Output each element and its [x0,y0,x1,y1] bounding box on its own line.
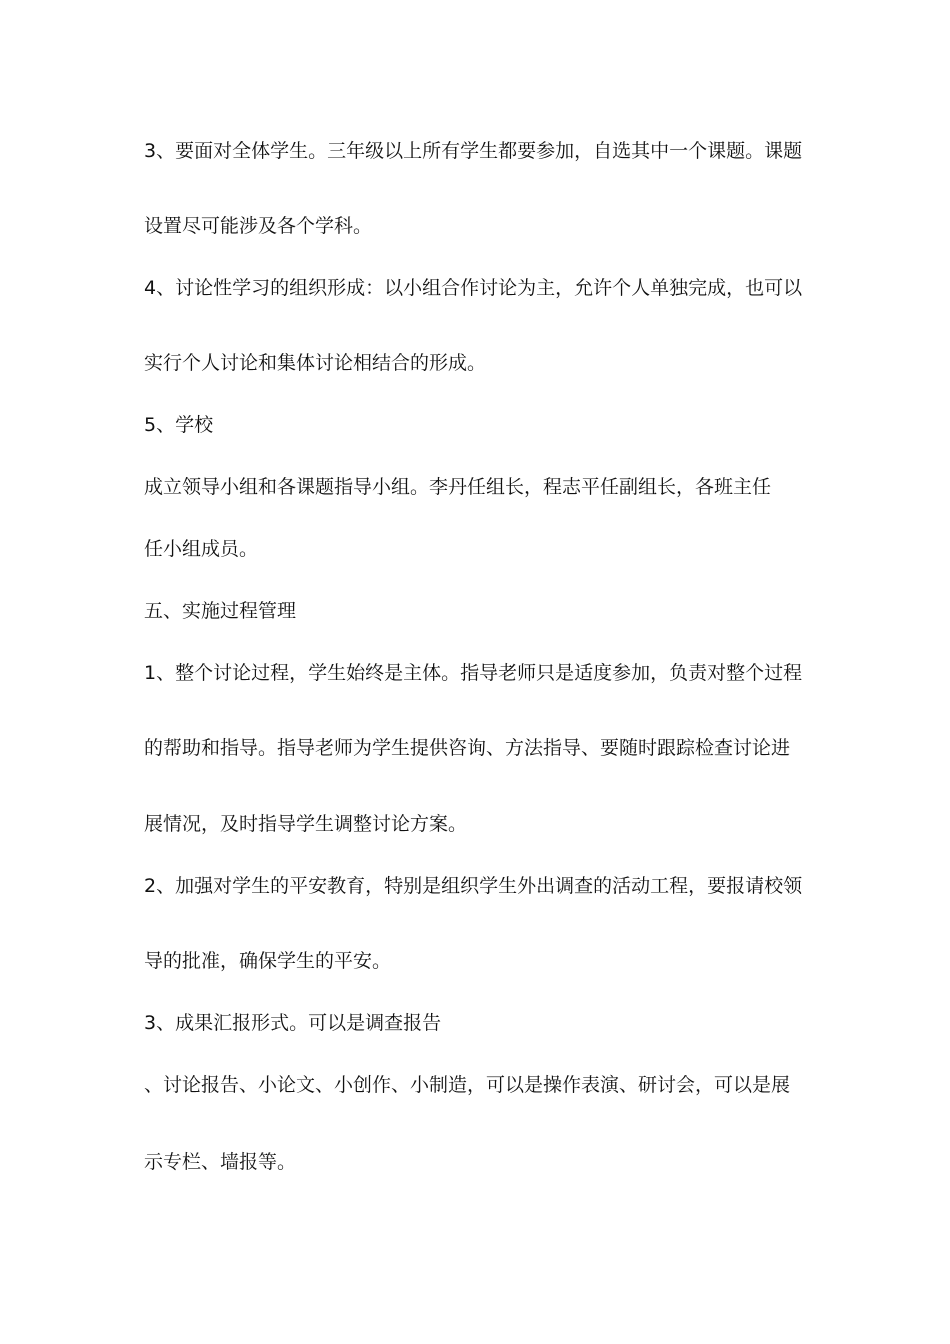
text-line: 5、学校 [144,414,214,436]
text-line: 示专栏、墙报等。 [144,1151,297,1173]
text-line: 、讨论报告、小论文、小创作、小制造，可以是操作表演、研讨会，可以是展 [144,1074,791,1096]
text-line: 2、加强对学生的平安教育，特别是组织学生外出调查的活动工程，要报请校领 [144,875,803,897]
section-heading: 五、实施过程管理 [144,600,297,622]
text-line: 实行个人讨论和集体讨论相结合的形成。 [144,352,487,374]
text-line: 3、成果汇报形式。可以是调查报告 [144,1012,442,1034]
text-line: 成立领导小组和各课题指导小组。李丹任组长，程志平任副组长，各班主任 [144,476,772,498]
text-line: 任小组成员。 [144,538,259,560]
text-line: 4、讨论性学习的组织形成：以小组合作讨论为主，允许个人单独完成，也可以 [144,277,803,299]
text-line: 导的批准，确保学生的平安。 [144,950,392,972]
text-line: 1、整个讨论过程，学生始终是主体。指导老师只是适度参加，负责对整个过程 [144,662,803,684]
text-line: 的帮助和指导。指导老师为学生提供咨询、方法指导、要随时跟踪检查讨论进 [144,737,791,759]
text-line: 展情况，及时指导学生调整讨论方案。 [144,813,468,835]
text-line: 设置尽可能涉及各个学科。 [144,215,373,237]
text-line: 3、要面对全体学生。三年级以上所有学生都要参加，自选其中一个课题。课题 [144,140,803,162]
